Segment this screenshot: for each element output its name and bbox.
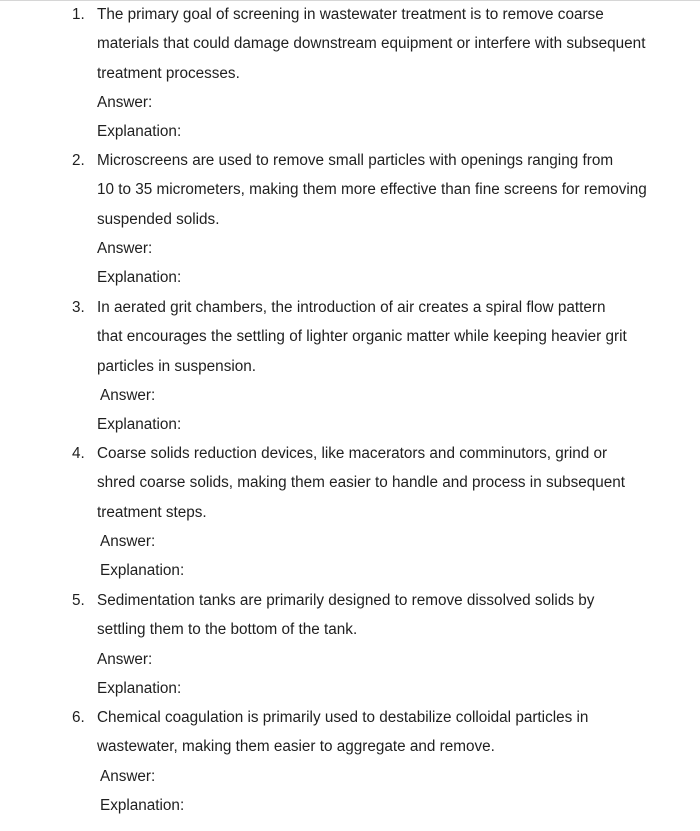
question-text-line: suspended solids. xyxy=(97,211,220,228)
question-text-line: shred coarse solids, making them easier to handle and process in subsequent xyxy=(97,474,626,491)
question-text-line: Microscreens are used to remove small particles with openings ranging from xyxy=(97,152,614,169)
page-top-border xyxy=(0,0,700,1)
explanation-label: Explanation: xyxy=(97,269,182,286)
answer-label: Answer: xyxy=(100,768,156,785)
question-number: 1. xyxy=(72,6,85,23)
question-text-line: treatment processes. xyxy=(97,65,240,82)
question-text-line: treatment steps. xyxy=(97,504,207,521)
explanation-label: Explanation: xyxy=(97,680,182,697)
question-number: 6. xyxy=(72,709,85,726)
question-text-line: 10 to 35 micrometers, making them more effective than fine screens for removing xyxy=(97,181,647,198)
explanation-label: Explanation: xyxy=(100,562,185,579)
question-text-line: The primary goal of screening in wastewater treatment is to remove coarse xyxy=(97,6,604,23)
question-text-line: materials that could damage downstream equipment or interfere with subsequent xyxy=(97,35,646,52)
explanation-label: Explanation: xyxy=(97,416,182,433)
question-text-line: Sedimentation tanks are primarily designed to remove dissolved solids by xyxy=(97,592,595,609)
question-text-line: that encourages the settling of lighter organic matter while keeping heavier grit xyxy=(97,328,627,345)
question-text-line: wastewater, making them easier to aggregate and remove. xyxy=(97,738,495,755)
question-number: 3. xyxy=(72,299,85,316)
answer-label: Answer: xyxy=(97,94,153,111)
question-text-line: particles in suspension. xyxy=(97,358,257,375)
answer-label: Answer: xyxy=(97,240,153,257)
question-number: 5. xyxy=(72,592,85,609)
question-text-line: In aerated grit chambers, the introduction of air creates a spiral flow pattern xyxy=(97,299,606,316)
question-number: 2. xyxy=(72,152,85,169)
question-number: 4. xyxy=(72,445,85,462)
question-text-line: Chemical coagulation is primarily used to destabilize colloidal particles in xyxy=(97,709,589,726)
question-text-line: settling them to the bottom of the tank. xyxy=(97,621,358,638)
answer-label: Answer: xyxy=(97,651,153,668)
explanation-label: Explanation: xyxy=(100,797,185,814)
explanation-label: Explanation: xyxy=(97,123,182,140)
answer-label: Answer: xyxy=(100,533,156,550)
question-text-line: Coarse solids reduction devices, like macerators and comminutors, grind or xyxy=(97,445,608,462)
answer-label: Answer: xyxy=(100,387,156,404)
